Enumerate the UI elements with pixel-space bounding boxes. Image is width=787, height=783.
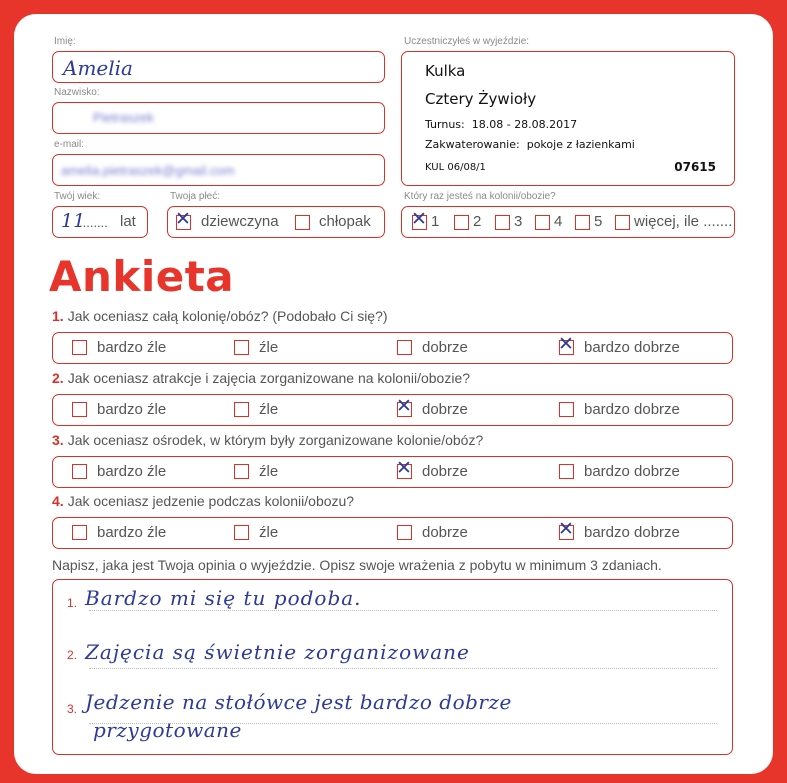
question-label: Jak oceniasz ośrodek, w którym były zorganizowane kolonie/obóz? [67,432,484,448]
rating-option-label: dobrze [422,401,468,418]
rating-option-label: bardzo źle [97,463,167,480]
email-label: e-mail: [54,139,85,150]
question-label: Jak oceniasz całą kolonię/obóz? (Podobało Ci się?) [67,308,388,324]
question-4-options [52,517,733,549]
times-option-5-label: 5 [594,213,603,230]
accommodation-value: pokoje z łazienkami [526,138,635,151]
question-4-option-3-checkbox[interactable] [397,525,412,540]
times-option-2-label: 2 [473,213,482,230]
rating-option-label: źle [259,524,279,541]
rating-option-label: dobrze [422,339,468,356]
gender-male-checkbox[interactable] [295,215,310,230]
answer-number-1: 1. [67,596,78,610]
check-mark-icon: ✕ [411,208,427,230]
times-field [401,206,735,238]
first-name-value: Amelia [63,56,133,80]
age-field[interactable] [52,206,148,238]
rating-option-label: bardzo dobrze [584,524,680,541]
answer-text-3: Jedzenie na stołówce jest bardzo dobrze [85,690,512,714]
trip-info-box [401,51,735,186]
age-value: 11 [61,210,86,232]
question-3-options [52,456,733,488]
question-1-option-4-checkbox[interactable] [558,333,574,355]
last-name-label: Nazwisko: [54,87,100,98]
question-3-option-1-checkbox[interactable] [72,464,87,479]
gender-female-label: dziewczyna [201,213,279,230]
email-value: amelia.pietraszek@gmail.com [61,163,235,178]
gender-female-checkbox[interactable] [175,208,191,230]
rating-option-label: bardzo źle [97,401,167,418]
gender-male-label: chłopak [319,213,371,230]
rating-option-label: dobrze [422,524,468,541]
rating-option-label: źle [259,463,279,480]
last-name-value: Pietraszek [93,110,154,125]
email-field[interactable] [52,154,385,186]
question-1-option-2-checkbox[interactable] [234,340,249,355]
question-number: 1. [52,308,64,324]
question-4-option-2-checkbox[interactable] [234,525,249,540]
question-4-text [52,493,354,509]
question-2-option-1-checkbox[interactable] [72,402,87,417]
age-label: Twój wiek: [54,191,101,202]
rating-option-label: bardzo dobrze [584,339,680,356]
turnus-value: 18.08 - 28.08.2017 [471,118,578,131]
question-4-option-1-checkbox[interactable] [72,525,87,540]
times-label: Który raz jesteś na kolonii/obozie? [404,191,556,202]
age-unit: lat [120,213,136,230]
answer-text-4: przygotowane [93,718,242,742]
question-1-options [52,332,733,364]
times-option-1-label: 1 [431,213,440,230]
question-label: Jak oceniasz atrakcje i zajęcia zorganizowane na kolonii/obozie? [67,370,471,386]
question-3-text [52,432,483,448]
last-name-field[interactable] [52,102,385,134]
times-option-5-checkbox[interactable] [575,215,590,230]
question-3-option-2-checkbox[interactable] [234,464,249,479]
age-dots: ........ [79,215,108,230]
answer-text-1: Bardzo mi się tu podoba. [85,586,362,610]
question-4-option-4-checkbox[interactable] [558,518,574,540]
rating-option-label: bardzo dobrze [584,401,680,418]
first-name-field[interactable] [52,51,385,83]
answer-line-1 [89,610,717,611]
trip-code: KUL 06/08/1 [425,162,486,173]
trip-label: Uczestniczyłeś w wyjeździe: [404,36,530,47]
question-1-option-3-checkbox[interactable] [397,340,412,355]
trip-program: Cztery Żywioły [425,90,537,108]
times-option-3-label: 3 [514,213,523,230]
question-number: 3. [52,432,64,448]
times-option-4-checkbox[interactable] [535,215,550,230]
trip-accommodation [425,138,635,151]
rating-option-label: bardzo dobrze [584,463,680,480]
times-option-4-label: 4 [554,213,563,230]
rating-option-label: źle [259,401,279,418]
opinion-prompt: Napisz, jaka jest Twoja opinia o wyjeździe. Opisz swoje wrażenia z pobytu w minimum 3 zdaniach. [52,557,662,573]
check-mark-icon: ✕ [175,208,191,230]
check-mark-icon: ✕ [396,395,412,417]
question-2-option-4-checkbox[interactable] [559,402,574,417]
answer-number-2: 2. [67,648,78,662]
trip-name: Kulka [425,62,466,80]
question-1-text [52,308,388,324]
times-option-more-checkbox[interactable] [615,215,630,230]
rating-option-label: bardzo źle [97,524,167,541]
gender-field [167,206,385,238]
times-option-more-label: więcej, ile ....... [634,213,733,230]
opinion-answer-box[interactable] [52,579,733,755]
rating-option-label: dobrze [422,463,468,480]
question-2-option-3-checkbox[interactable] [396,395,412,417]
check-mark-icon: ✕ [558,333,574,355]
gender-label: Twoja płeć: [170,191,221,202]
question-2-text [52,370,470,386]
question-2-options [52,394,733,426]
trip-turnus [425,118,577,131]
question-1-option-1-checkbox[interactable] [72,340,87,355]
question-2-option-2-checkbox[interactable] [234,402,249,417]
times-option-1-checkbox[interactable] [411,208,427,230]
survey-title: Ankieta [49,252,235,301]
question-number: 4. [52,493,64,509]
question-3-option-4-checkbox[interactable] [559,464,574,479]
check-mark-icon: ✕ [396,457,412,479]
accommodation-label: Zakwaterowanie: [425,138,520,151]
question-number: 2. [52,370,64,386]
rating-option-label: źle [259,339,279,356]
times-option-2-checkbox[interactable] [454,215,469,230]
answer-line-2 [89,668,717,669]
turnus-label: Turnus: [425,118,465,131]
trip-number: 07615 [674,160,716,174]
first-name-label: Imię: [54,36,76,47]
rating-option-label: bardzo źle [97,339,167,356]
answer-number-3: 3. [67,702,78,716]
check-mark-icon: ✕ [558,518,574,540]
question-label: Jak oceniasz jedzenie podczas kolonii/obozu? [67,493,355,509]
answer-text-2: Zajęcia są świetnie zorganizowane [85,640,470,664]
question-3-option-3-checkbox[interactable] [396,457,412,479]
times-option-3-checkbox[interactable] [495,215,510,230]
